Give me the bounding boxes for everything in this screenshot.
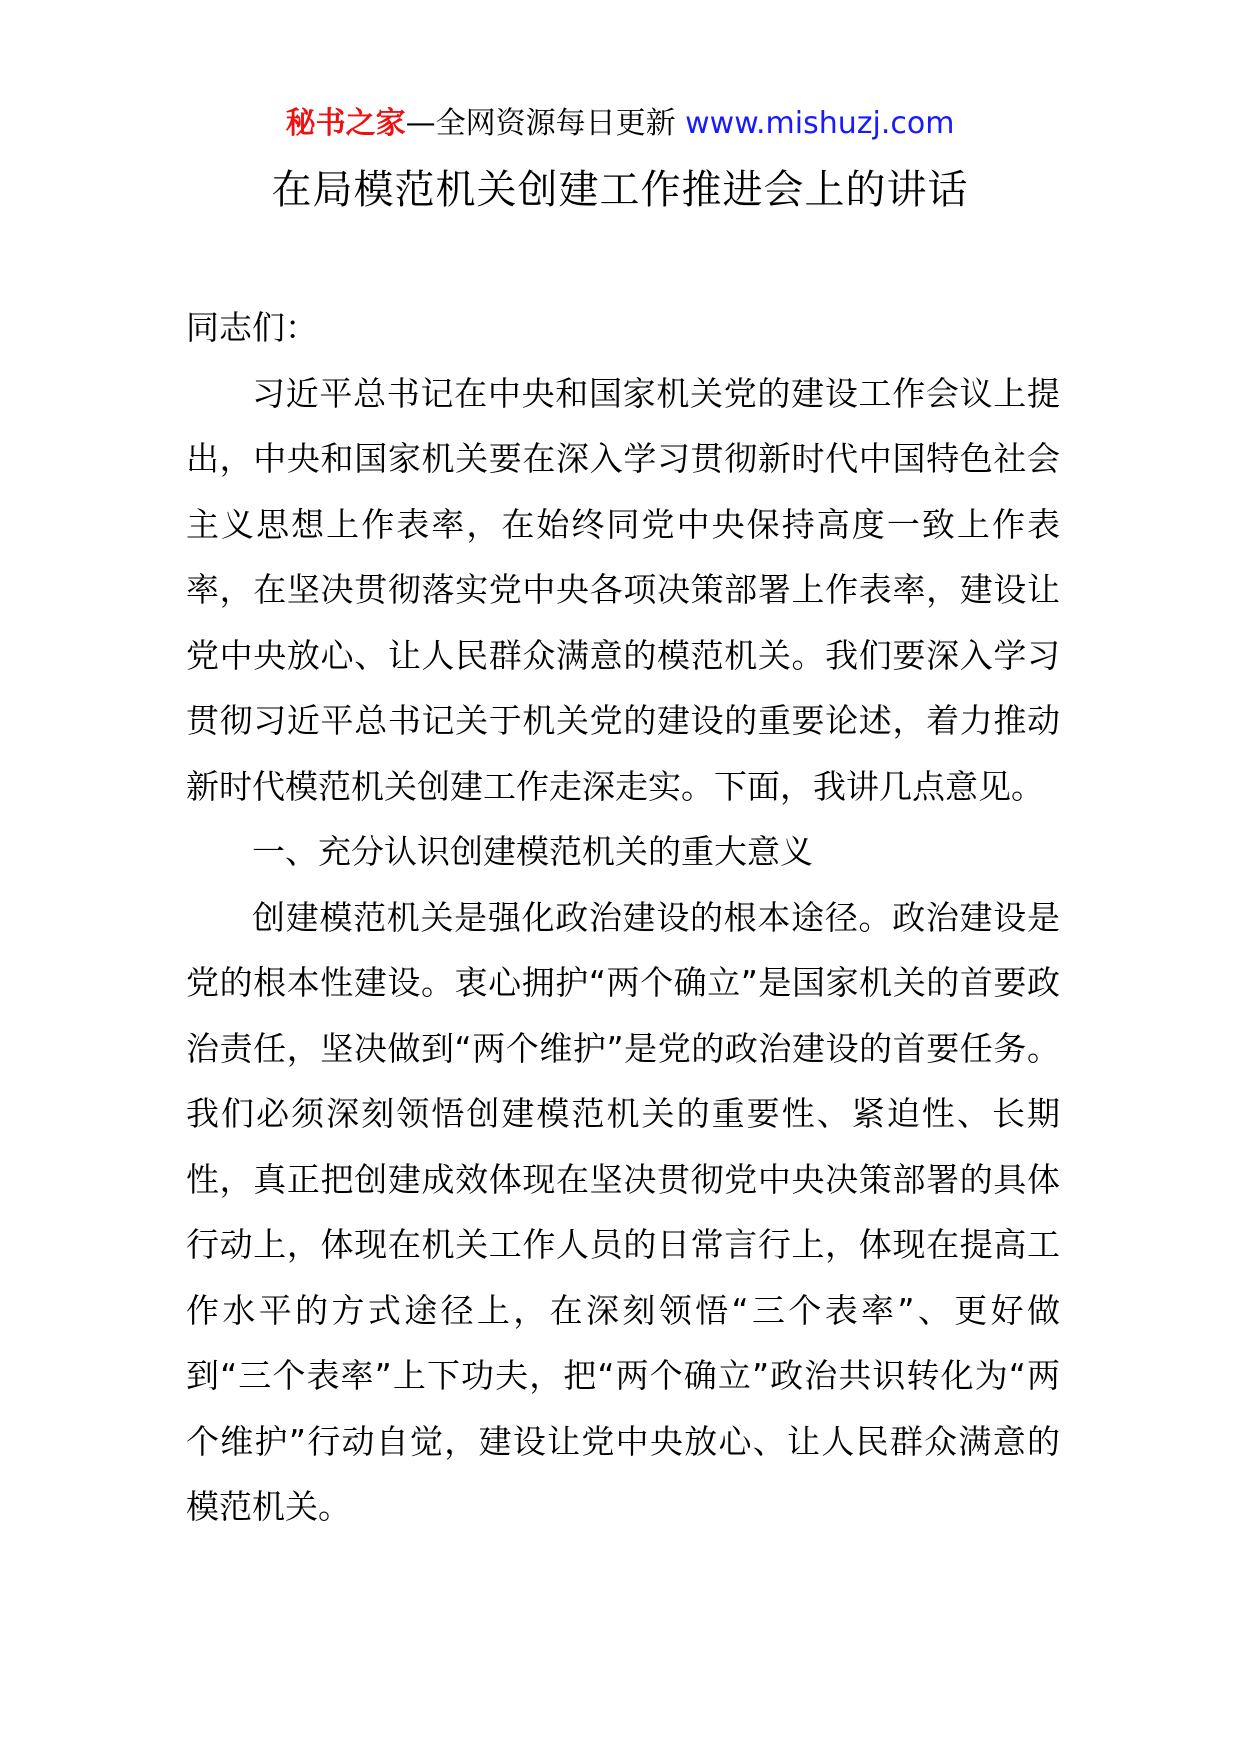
site-link[interactable]: www.mishuzj.com bbox=[685, 106, 955, 141]
site-header bbox=[0, 100, 1240, 148]
brand-name: 秘书之家 bbox=[285, 106, 406, 141]
salutation: 同志们： bbox=[186, 308, 318, 347]
document-body bbox=[186, 295, 1060, 1540]
section-heading: 一、充分认识创建模范机关的重大意义 bbox=[252, 832, 813, 871]
paragraph: 习近平总书记在中央和国家机关党的建设工作会议上提出，中央和国家机关要在深入学习贯彻新时代中国特色社会主义思想上作表率，在始终同党中央保持高度一致上作表率，在坚决贯彻落实党中央各项决策部署上作表率，建设让党中央放心、让人民群众满意的模范机关。我们要深入学习贯彻习近平总书记关于机关党的建设的重要论述，着力推动新时代模范机关创建工作走深走实。下面，我讲几点意见。 bbox=[186, 373, 1060, 806]
document-title: 在局模范机关创建工作推进会上的讲话 bbox=[271, 167, 969, 213]
paragraph: 创建模范机关是强化政治建设的根本途径。政治建设是党的根本性建设。衷心拥护“两个确立”是国家机关的首要政治责任，坚决做到“两个维护”是党的政治建设的首要任务。我们必须深刻领悟创建模范机关的重要性、紧迫性、长期性，真正把创建成效体现在坚决贯彻党中央决策部署的具体行动上，体现在机关工作人员的日常言行上，体现在提高工作水平的方式途径上，在深刻领悟“三个表率”、更好做到“三个表率”上下功夫，把“两个确立”政治共识转化为“两个维护”行动自觉，建设让党中央放心、让人民群众满意的模范机关。 bbox=[186, 897, 1060, 1526]
header-slogan: —全网资源每日更新 bbox=[405, 106, 686, 141]
